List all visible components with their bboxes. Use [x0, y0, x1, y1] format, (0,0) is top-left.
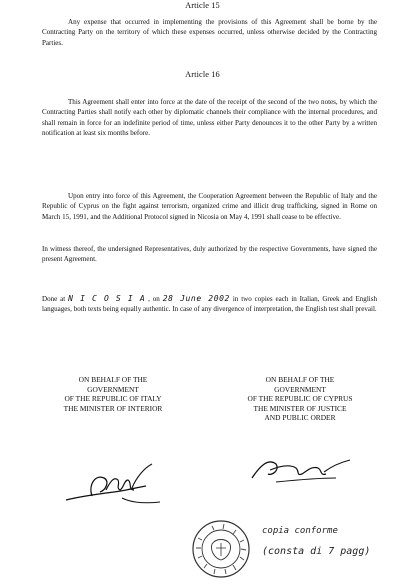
page-count-note: (consta di 7 pagg): [262, 546, 371, 557]
signatory-cyprus: [220, 375, 380, 423]
done-at-prefix: Done at: [42, 295, 66, 303]
cyprus-line-3: OF THE REPUBLIC OF CYPRUS: [247, 394, 353, 404]
official-seal-stamp: [190, 518, 252, 580]
italy-line-1: ON BEHALF OF THE: [78, 375, 148, 384]
done-at-place: N I C O S I A: [68, 294, 146, 303]
article-16-text: This Agreement shall enter into force at the date of the receipt of the second of the two notes, by which the Contracting Parties shall notify each other by diplomatic channels their compliance with the internal procedures, and shall remain in force for an indefinite period of time, unless either Party denounces it to the other Party by a written notification at least six months before.: [42, 98, 377, 138]
entry-into-force-paragraph: Upon entry into force of this Agreement, the Cooperation Agreement between the Republic of Italy and the Republic of Cyprus on the fight against terrorism, organized crime and illicit drug trafficking, signed in Rome on March 15, 1991, and the Additional Protocol signed in Nicosia on May 4, 1991 shall cease to be effective.: [42, 192, 377, 221]
certified-copy-note: copia conforme: [262, 526, 338, 536]
cyprus-line-5: AND PUBLIC ORDER: [264, 413, 336, 423]
article-15-text: Any expense that occurred in implementing the provisions of this Agreement shall be borne by the Contracting Party on the territory of which these expenses occurred, unless otherwise decided by the Contracting Parties.: [42, 18, 377, 47]
signatory-italy: [38, 375, 188, 413]
done-at-date: 28 June 2002: [162, 294, 230, 303]
done-at-on-label: , on: [148, 295, 160, 303]
article-16-heading: Article 16: [185, 70, 220, 79]
italy-signature: [62, 458, 172, 508]
cyprus-line-4: THE MINISTER OF JUSTICE: [253, 403, 347, 413]
done-at-rest: in two copies each in Italian, Greek and English languages, both texts being equally authentic. In case of any divergence of interpretation, the English test shall prevail.: [42, 295, 378, 314]
article-15-heading: Article 15: [185, 1, 220, 10]
cyprus-signature: [246, 448, 356, 488]
italy-line-3: OF THE REPUBLIC OF ITALY: [64, 394, 162, 404]
cyprus-line-2: GOVERNMENT: [274, 384, 326, 394]
cyprus-line-1: ON BEHALF OF THE: [265, 375, 335, 384]
italy-line-2: GOVERNMENT: [87, 384, 139, 394]
italy-line-4: THE MINISTER OF INTERIOR: [63, 403, 163, 413]
witness-paragraph: In witness thereof, the undersigned Representatives, duly authorized by the respective Governments, have signed the present Agreement.: [42, 245, 377, 264]
done-at-paragraph: [42, 294, 377, 315]
